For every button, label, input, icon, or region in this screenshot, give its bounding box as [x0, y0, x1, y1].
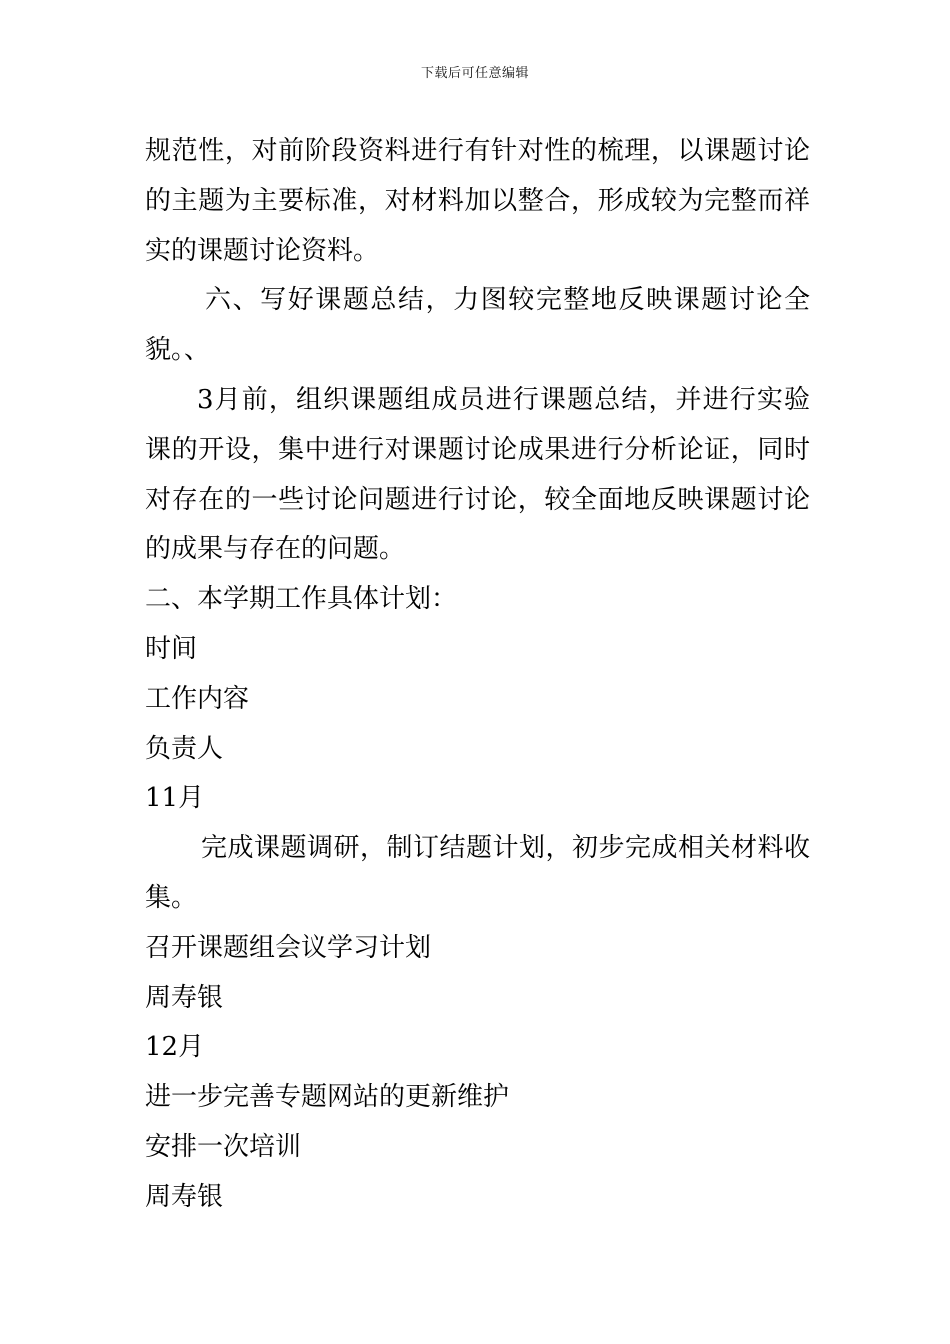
row-extra-november: 召开课题组会议学习计划 — [145, 932, 432, 963]
paragraph-continuation: 规范性，对前阶段资料进行有针对性的梳理，以课题讨论的主题为主要标准，对材料加以整合，形成较为完整而祥实的课题讨论资料。 — [145, 136, 810, 266]
row-owner-november: 周寿银 — [145, 982, 224, 1013]
row-owner-december: 周寿银 — [145, 1181, 224, 1212]
column-header-owner: 负责人 — [145, 733, 224, 764]
row-content-december: 进一步完善专题网站的更新维护 — [145, 1082, 510, 1113]
document-body — [145, 127, 810, 1223]
paragraph-section-six: 六、写好课题总结，力图较完整地反映课题讨论全貌。、 — [145, 285, 810, 366]
section-title: 二、本学期工作具体计划： — [145, 584, 458, 615]
row-time-november: 11月 — [145, 783, 205, 814]
row-content-november: 完成课题调研，制订结题计划，初步完成相关材料收集。 — [145, 833, 810, 913]
download-note: 下载后可任意编辑 — [420, 66, 529, 81]
column-header-time: 时间 — [145, 633, 198, 664]
row-extra-december: 安排一次培训 — [145, 1131, 302, 1162]
row-time-december: 12月 — [145, 1032, 205, 1063]
column-header-content: 工作内容 — [145, 683, 250, 714]
paragraph-march-summary: 3月前，组织课题组成员进行课题总结，并进行实验课的开设，集中进行对课题讨论成果进行分析论证，同时对存在的一些讨论问题进行讨论，较全面地反映课题讨论的成果与存在的问题。 — [145, 384, 810, 565]
